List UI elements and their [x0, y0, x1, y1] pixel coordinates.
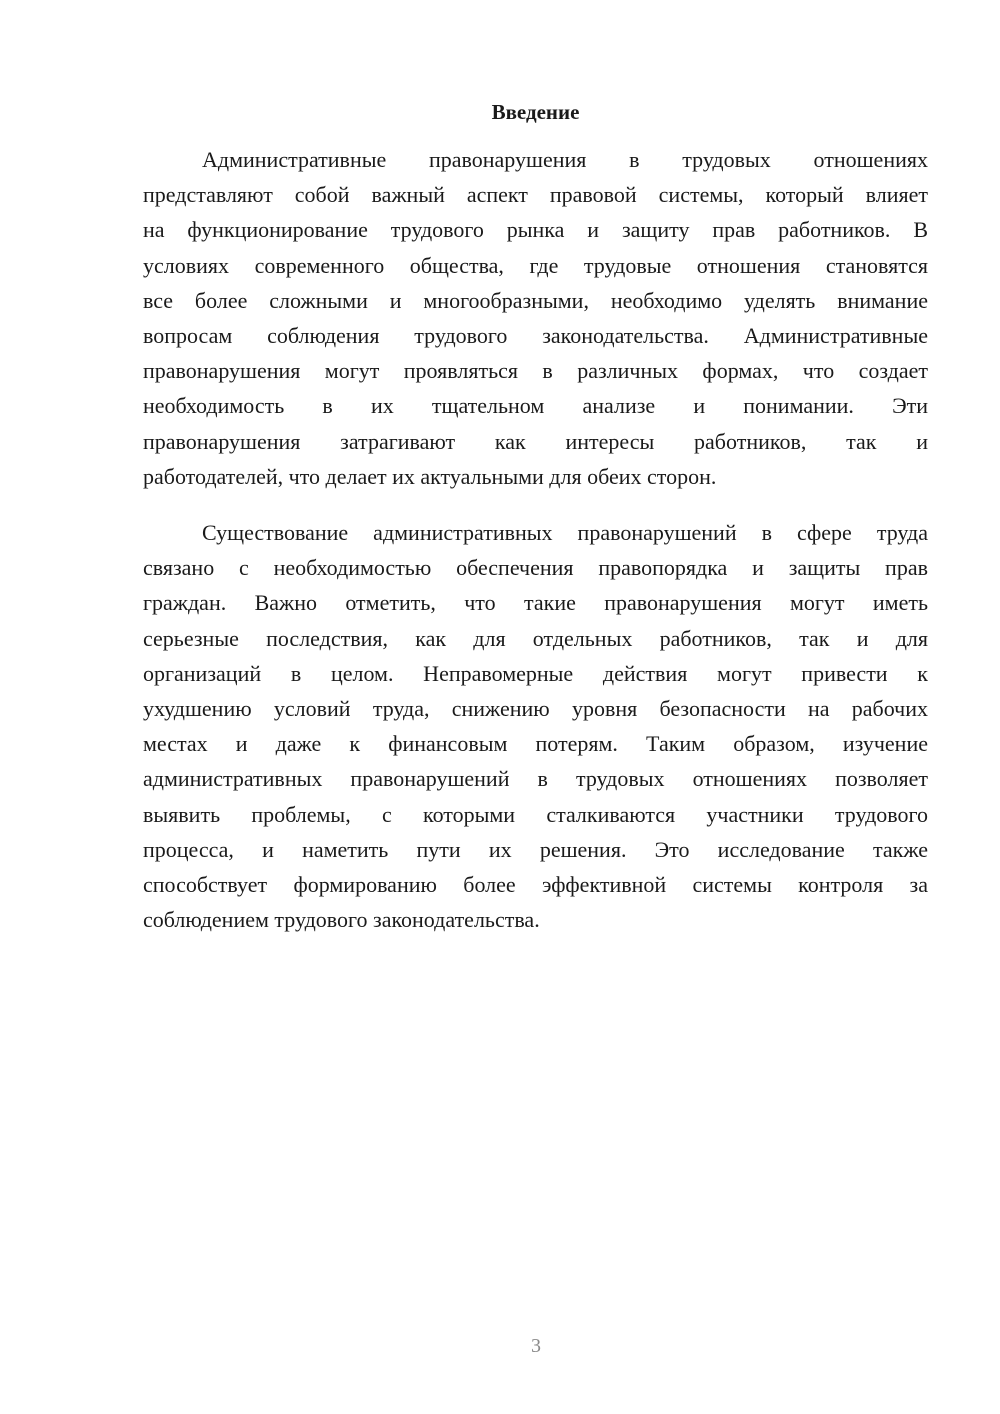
paragraph-line: условиях современного общества, где трудовые отношения становятся	[143, 252, 928, 278]
paragraph-line: связано с необходимостью обеспечения правопорядка и защиты прав	[143, 555, 928, 581]
paragraph-line: серьезные последствия, как для отдельных работников, так и для	[143, 625, 928, 651]
paragraph-2	[143, 515, 928, 937]
section-title: Введение	[491, 100, 580, 124]
paragraph-line: выявить проблемы, с которыми сталкиваются участники трудового	[143, 801, 928, 827]
paragraph-line: местах и даже к финансовым потерям. Таким образом, изучение	[143, 731, 928, 757]
page-number: 3	[531, 1335, 541, 1357]
paragraph-line: ухудшению условий труда, снижению уровня безопасности на рабочих	[143, 695, 928, 721]
paragraph-1	[143, 142, 928, 494]
paragraph-line: необходимость в их тщательном анализе и понимании. Эти	[143, 393, 928, 419]
paragraph-line: на функционирование трудового рынка и защиту прав работников. В	[143, 217, 928, 243]
paragraph-line: Существование административных правонарушений в сфере труда	[202, 520, 928, 545]
paragraph-line: организаций в целом. Неправомерные действия могут привести к	[143, 660, 928, 686]
paragraph-line: правонарушения затрагивают как интересы работников, так и	[143, 428, 928, 454]
paragraph-line: все более сложными и многообразными, необходимо уделять внимание	[143, 287, 928, 313]
paragraph-line: административных правонарушений в трудовых отношениях позволяет	[143, 766, 928, 792]
paragraph-line: Административные правонарушения в трудовых отношениях	[202, 147, 928, 172]
paragraph-line: работодателей, что делает их актуальными для обеих сторон.	[143, 463, 717, 489]
paragraph-line: правонарушения могут проявляться в различных формах, что создает	[143, 358, 928, 384]
paragraph-line: представляют собой важный аспект правовой системы, который влияет	[143, 182, 928, 208]
paragraph-line: граждан. Важно отметить, что такие правонарушения могут иметь	[143, 590, 928, 616]
paragraph-line: способствует формированию более эффективной системы контроля за	[143, 871, 928, 897]
paragraph-line: вопросам соблюдения трудового законодательства. Административные	[143, 322, 928, 348]
paragraph-line: соблюдением трудового законодательства.	[143, 907, 540, 933]
paragraph-line: процесса, и наметить пути их решения. Это исследование также	[143, 836, 928, 862]
